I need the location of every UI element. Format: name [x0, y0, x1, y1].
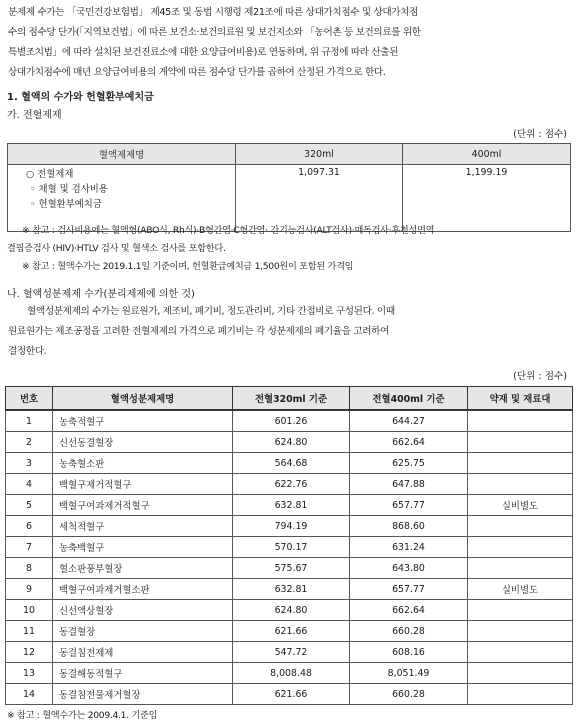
component-name-cell: 세척적혈구	[53, 516, 233, 537]
list-item: ◦ 헌혈환부예치금	[30, 199, 102, 210]
value-320ml-cell: 794.19	[233, 516, 350, 537]
section1-subtitle-a: 가. 전혈제제	[7, 110, 62, 121]
col-header-320ml-basis: 전혈320ml 기준	[233, 387, 350, 411]
row-number-cell: 5	[6, 495, 53, 516]
body-line: 원료원가는 제조공정을 고려한 전혈제제의 가격으로 폐기비는 각 성분제제의 폐기율을 고려하여	[8, 326, 389, 337]
component-name-cell: 동결침전물제거혈장	[53, 684, 233, 705]
table-body	[6, 410, 573, 705]
note-line: 결핍증검사 (HIV)·HTLV 검사 및 혈색소 검사를 포함한다.	[7, 243, 226, 254]
list-item: ◦ 채혈 및 검사비용	[30, 184, 108, 195]
component-name-cell: 동결침전제제	[53, 642, 233, 663]
remark-cell	[468, 642, 573, 663]
component-name-cell: 농축혈소판	[53, 453, 233, 474]
table-row	[6, 410, 573, 432]
blood-component-table	[5, 386, 573, 705]
value-320ml-cell: 8,008.48	[233, 663, 350, 684]
component-name-cell: 동결혈장	[53, 621, 233, 642]
value-400ml-cell: 868.60	[350, 516, 468, 537]
remark-cell	[468, 684, 573, 705]
row-number-cell: 1	[6, 410, 53, 432]
intro-line: 특별조치법」에 따라 설치된 보건진료소에 대한 요양급여비용)로 연동하며, 위 규정에 따라 산출된	[8, 47, 399, 58]
unit-label-1: (단위 : 점수)	[513, 129, 567, 140]
component-name-cell: 백혈구여과제거혈소판	[53, 579, 233, 600]
section2-paragraph	[8, 302, 574, 362]
row-number-cell: 6	[6, 516, 53, 537]
value-320ml-cell: 564.68	[233, 453, 350, 474]
row-number-cell: 2	[6, 432, 53, 453]
note-line: ※ 참고 : 검사비용에는 혈액형(ABO식, Rh식)·B형간염·C형간염· 간기능검사(ALT검사)·매독검사·후천성면역	[22, 225, 435, 236]
remark-cell	[468, 474, 573, 495]
value-400ml-cell: 657.77	[350, 495, 468, 516]
value-400ml-cell: 662.64	[350, 432, 468, 453]
value-400ml-cell: 644.27	[350, 410, 468, 432]
remark-cell	[468, 537, 573, 558]
section1-title: 1. 혈액의 수가와 헌혈환부예치금	[7, 92, 154, 103]
col-header-320ml: 320ml	[236, 144, 403, 165]
table-row	[6, 495, 573, 516]
row-number-cell: 3	[6, 453, 53, 474]
intro-paragraph	[8, 3, 574, 83]
component-name-cell: 백혈구제거적혈구	[53, 474, 233, 495]
col-header-materials: 약재 및 재료대	[468, 387, 573, 411]
col-header-400ml-basis: 전혈400ml 기준	[350, 387, 468, 411]
remark-cell	[468, 558, 573, 579]
table-row	[6, 516, 573, 537]
table-row	[6, 558, 573, 579]
body-line: 혈액성분제제의 수가는 원료원가, 제조비, 폐기비, 정도관리비, 기타 간접비로 구성된다. 이때	[27, 306, 395, 317]
component-name-cell: 동결해동적혈구	[53, 663, 233, 684]
component-name-cell: 신선동결혈장	[53, 432, 233, 453]
value-320ml-cell: 601.26	[233, 410, 350, 432]
value-400ml-cell: 8,051.49	[350, 663, 468, 684]
table-row	[6, 537, 573, 558]
table-row	[6, 663, 573, 684]
list-item: ○ 전혈제제	[26, 169, 74, 180]
table-row	[6, 621, 573, 642]
table-row	[6, 642, 573, 663]
value-400ml-cell: 660.28	[350, 684, 468, 705]
component-name-cell: 농축적혈구	[53, 410, 233, 432]
table-row	[6, 474, 573, 495]
remark-cell	[468, 663, 573, 684]
unit-label-2: (단위 : 점수)	[513, 371, 567, 382]
intro-line: 분제제 수가는 「국민건강보험법」 제45조 및 동법 시행령 제21조에 따른 상대가치점수 및 상대가치점	[8, 7, 419, 18]
table-row	[6, 684, 573, 705]
row-number-cell: 11	[6, 621, 53, 642]
row-number-cell: 13	[6, 663, 53, 684]
remark-cell: 실비별도	[468, 495, 573, 516]
component-name-cell: 신선액상혈장	[53, 600, 233, 621]
row-number-cell: 14	[6, 684, 53, 705]
value-320ml-cell: 621.66	[233, 621, 350, 642]
value-400ml: 1,199.19	[403, 165, 571, 232]
table-header-row	[8, 144, 571, 165]
whole-blood-table	[7, 143, 571, 232]
value-320ml-cell: 575.67	[233, 558, 350, 579]
intro-line: 상대가치점수에 매년 요양급여비용의 계약에 따른 점수당 단가를 곱하여 산정된 가격으로 한다.	[8, 67, 386, 78]
component-name-cell: 농축백혈구	[53, 537, 233, 558]
value-320ml-cell: 547.72	[233, 642, 350, 663]
value-400ml-cell: 643.80	[350, 558, 468, 579]
remark-cell	[468, 410, 573, 432]
remark-cell	[468, 600, 573, 621]
value-400ml-cell: 625.75	[350, 453, 468, 474]
table-row	[6, 579, 573, 600]
value-400ml-cell: 657.77	[350, 579, 468, 600]
component-name-cell: 백혈구여과제거적혈구	[53, 495, 233, 516]
value-320ml-cell: 632.81	[233, 495, 350, 516]
row-number-cell: 12	[6, 642, 53, 663]
table-row	[6, 600, 573, 621]
section2-subtitle-b: 나. 혈액성분제제 수가(분리제제에 의한 것)	[7, 289, 195, 300]
value-320ml-cell: 624.80	[233, 432, 350, 453]
value-400ml-cell: 660.28	[350, 621, 468, 642]
value-400ml-cell: 631.24	[350, 537, 468, 558]
table-row	[6, 432, 573, 453]
table-header-row	[6, 387, 573, 411]
row-number-cell: 10	[6, 600, 53, 621]
col-header-product: 혈액제제명	[8, 144, 236, 165]
component-name-cell: 혈소판풍부혈장	[53, 558, 233, 579]
remark-cell	[468, 453, 573, 474]
value-320ml-cell: 622.76	[233, 474, 350, 495]
col-header-400ml: 400ml	[403, 144, 571, 165]
table-row	[6, 453, 573, 474]
remark-cell	[468, 432, 573, 453]
value-320ml-cell: 632.81	[233, 579, 350, 600]
intro-line: 수의 점수당 단가(「지역보건법」에 따른 보건소·보건의료원 및 보건지소와 「농어촌 등 보건의료를 위한	[8, 27, 421, 38]
value-400ml-cell: 662.64	[350, 600, 468, 621]
note-line: ※ 참고 : 혈액수가는 2019.1.1일 기준이며, 헌혈환급예치금 1,500원이 포함된 가격임	[22, 261, 354, 272]
row-number-cell: 8	[6, 558, 53, 579]
value-320ml-cell: 621.66	[233, 684, 350, 705]
value-320ml-cell: 624.80	[233, 600, 350, 621]
value-320ml-cell: 570.17	[233, 537, 350, 558]
footnote: ※ 참고 : 혈액수가는 2009.4.1. 기준임	[7, 710, 158, 721]
row-number-cell: 7	[6, 537, 53, 558]
remark-cell	[468, 621, 573, 642]
row-number-cell: 4	[6, 474, 53, 495]
remark-cell: 실비별도	[468, 579, 573, 600]
value-320ml: 1,097.31	[236, 165, 403, 232]
value-400ml-cell: 647.88	[350, 474, 468, 495]
remark-cell	[468, 516, 573, 537]
col-header-number: 번호	[6, 387, 53, 411]
value-400ml-cell: 608.16	[350, 642, 468, 663]
body-line: 결정한다.	[8, 346, 47, 357]
col-header-component-name: 혈액성분제제명	[53, 387, 233, 411]
row-number-cell: 9	[6, 579, 53, 600]
